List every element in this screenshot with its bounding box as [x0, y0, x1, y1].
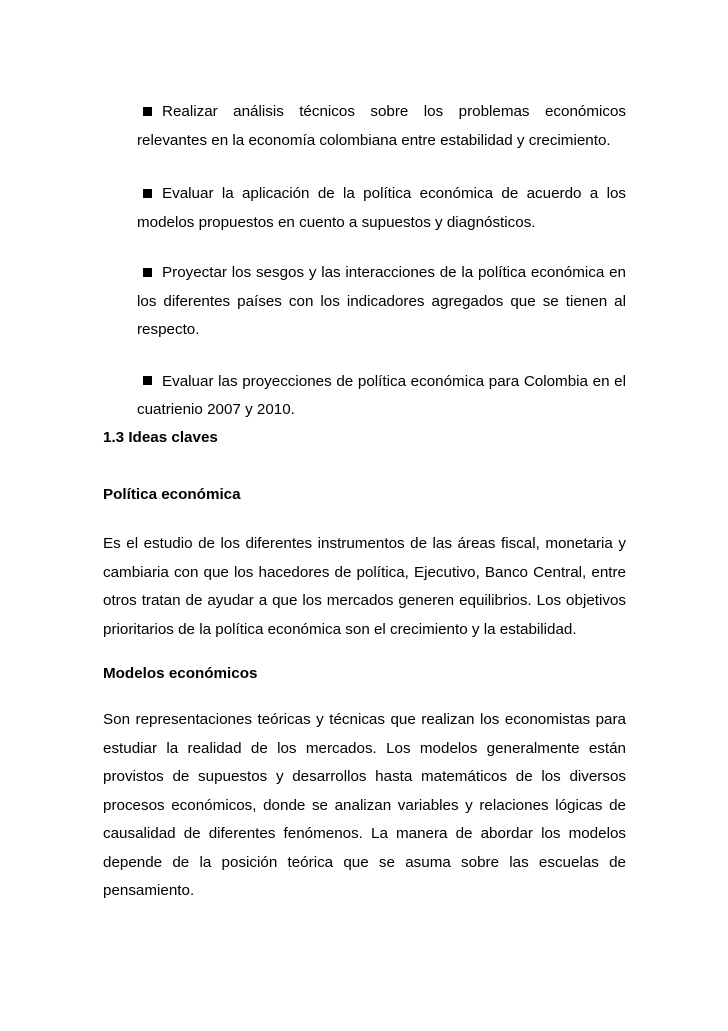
- bullet-item: [137, 368, 626, 425]
- bullet-text: Proyectar los sesgos y las interacciones de la política económica en los diferentes países con los indicadores agregados que se tienen al respecto.: [137, 264, 626, 338]
- objectives-bullet-list: [137, 98, 626, 450]
- bullet-item: [137, 180, 626, 237]
- bullet-item: [137, 259, 626, 345]
- square-bullet-icon: [143, 107, 152, 116]
- bullet-text: Evaluar la aplicación de la política económica de acuerdo a los modelos propuestos en cuento a supuestos y diagnósticos.: [137, 185, 626, 231]
- politica-economica-title: Política económica: [103, 486, 241, 503]
- bullet-item: [137, 98, 626, 155]
- section-heading: 1.3 Ideas claves: [103, 429, 218, 446]
- square-bullet-icon: [143, 189, 152, 198]
- modelos-economicos-paragraph: Son representaciones teóricas y técnicas que realizan los economistas para estudiar la realidad de los mercados. Los modelos generalmente están provistos de supuestos y desarrollos hasta matemáticos de los diversos procesos económicos, donde se analizan variables y relaciones lógicas de causalidad de diferentes fenómenos. La manera de abordar los modelos depende de la posición teórica que se asuma sobre las escuelas de pensamiento.: [103, 711, 626, 899]
- bullet-text: Evaluar las proyecciones de política económica para Colombia en el cuatrienio 2007 y 2010.: [137, 372, 626, 418]
- bullet-text: Realizar análisis técnicos sobre los problemas económicos relevantes en la economía colombiana entre estabilidad y crecimiento.: [137, 103, 626, 149]
- modelos-economicos-title: Modelos económicos: [103, 665, 258, 682]
- square-bullet-icon: [143, 268, 152, 277]
- politica-economica-paragraph: Es el estudio de los diferentes instrumentos de las áreas fiscal, monetaria y cambiaria con que los hacedores de política, Ejecutivo, Banco Central, entre otros tratan de ayudar a que los mercados generen equilibrios. Los objetivos prioritarios de la política económica son el crecimiento y la estabilidad.: [103, 535, 626, 638]
- square-bullet-icon: [143, 376, 152, 385]
